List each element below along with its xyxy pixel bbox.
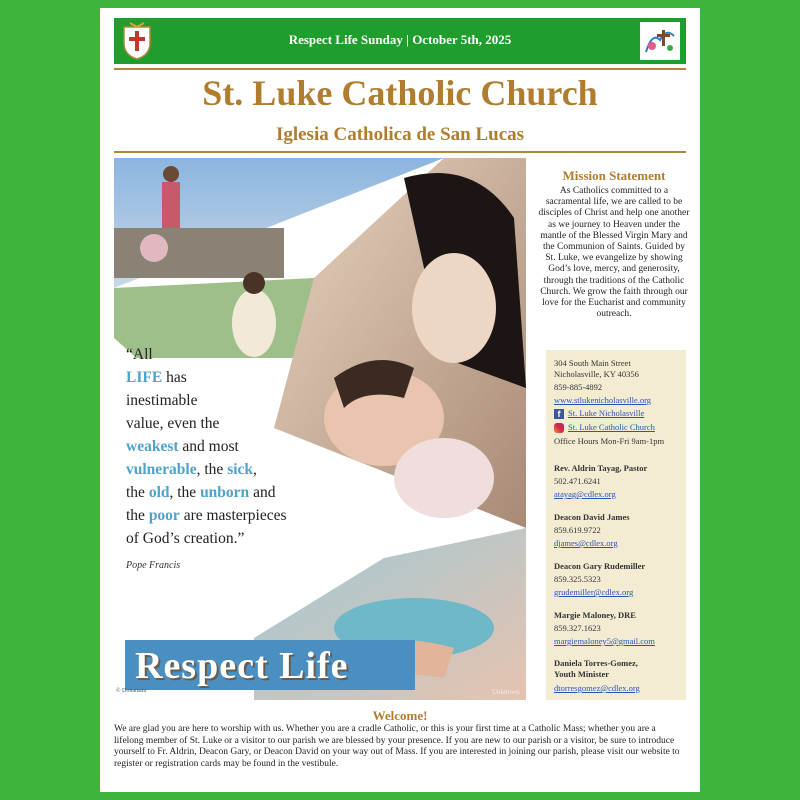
quote-text: , the [196, 461, 228, 478]
church-name-spanish: Iglesia Catholica de San Lucas [275, 124, 525, 145]
quote-highlight-word: old [148, 484, 170, 501]
quote-highlight-word: vulnerable [126, 461, 197, 478]
quote-text: of God’s creation.” [126, 530, 245, 547]
quote-text: “All [126, 346, 153, 363]
quote-highlight-word: weakest [126, 438, 179, 455]
respect-life-title: Respect Life [135, 645, 349, 687]
quote-line [126, 412, 326, 435]
quote-line [126, 435, 326, 458]
quote-line [126, 389, 326, 412]
staff-email[interactable]: djames@cdlex.org [554, 538, 618, 548]
welcome-text: We are glad you are here to worship with us. Whether you are a cradle Catholic, or this is your first time at a Catholic Mass; whether you are a lifelong member of St. Luke or a visitor to our parish we are blessed by your presence. If you are new to our parish or a visitor, be sure to introduce yourself to Fr. Aldrin, Deacon Gary, or Deacon David on your way out of Mass. If you are interested in joining our parish, please visit our website to register or registration cards may be found in the vestibule. [114, 724, 680, 769]
quote-text: and most [178, 438, 239, 455]
quote-attribution: Pope Francis [126, 560, 181, 571]
address-line1: 304 South Main Street [554, 358, 631, 368]
quote-line [126, 366, 326, 389]
quote-line [126, 527, 326, 550]
respect-life-banner [125, 640, 415, 690]
bulletin-page [100, 8, 700, 792]
quote-text: , [253, 461, 257, 478]
header-rule-top [114, 68, 686, 70]
quote-text: inestimable [126, 392, 198, 409]
office-hours: Office Hours Mon-Fri 9am-1pm [554, 436, 665, 446]
quote-text: the [126, 484, 149, 501]
staff-phone: 859.619.9722 [554, 525, 601, 535]
staff-name: Deacon David James [554, 512, 630, 522]
quote-text: , the [169, 484, 201, 501]
quote-highlight-word: LIFE [126, 369, 163, 386]
address-line2: Nicholasville, KY 40356 [554, 369, 639, 379]
youth-minister-name: Daniela Torres-Gomez, [554, 658, 638, 668]
top-banner [114, 18, 686, 64]
staff-email[interactable]: grudemiller@cdlex.org [554, 587, 634, 597]
staff-phone: 859.327.1623 [554, 623, 601, 633]
facebook-icon: f [554, 409, 564, 419]
mission-title: Mission Statement [562, 168, 666, 183]
staff-name: Rev. Aldrin Tayag, Pastor [554, 463, 648, 473]
quote-text: has [162, 369, 187, 386]
church-name: St. Luke Catholic Church [202, 73, 598, 113]
contact-panel [546, 350, 686, 700]
header-rule-bottom [114, 151, 686, 153]
banner-title: Respect Life Sunday | October 5th, 2025 [288, 32, 512, 47]
photo-credit-left: © Donatsam [116, 688, 147, 694]
quote-text: are masterpieces [179, 507, 287, 524]
youth-minister-title: Youth Minister [554, 669, 610, 679]
instagram-link[interactable]: St. Luke Catholic Church [568, 422, 655, 432]
website-link[interactable]: www.stlukenicholasville.org [554, 395, 652, 405]
instagram-row[interactable] [554, 422, 655, 433]
instagram-icon [554, 423, 564, 433]
quote-highlight-word: sick [227, 461, 254, 478]
parish-phone: 859-885-4892 [554, 382, 603, 392]
quote-line [126, 481, 326, 504]
quote-text: and [249, 484, 276, 501]
staff-name: Margie Maloney, DRE [554, 610, 636, 620]
staff-phone: 859.325.5323 [554, 574, 601, 584]
welcome-title: Welcome! [372, 708, 428, 723]
staff-name: Deacon Gary Rudemiller [554, 561, 646, 571]
staff-email[interactable]: atayag@cdlex.org [554, 489, 616, 499]
quote-text: the [126, 507, 149, 524]
pope-quote [126, 343, 326, 550]
quote-highlight-word: unborn [200, 484, 250, 501]
facebook-row[interactable] [554, 408, 644, 419]
photo-credit-right: Unknown [492, 688, 520, 696]
facebook-link[interactable]: St. Luke Nicholasville [568, 408, 645, 418]
staff-phone: 502.471.6241 [554, 476, 601, 486]
quote-highlight-word: poor [148, 507, 180, 524]
youth-minister-email[interactable]: dtorresgomez@cdlex.org [554, 683, 640, 693]
quote-line [126, 504, 326, 527]
staff-email[interactable]: margiemaloney5@gmail.com [554, 636, 655, 646]
quote-text: value, even the [126, 415, 220, 432]
mission-text: As Catholics committed to a sacramental life, we are called to be disciples of Christ and help one another as we journey to Heaven under the mantle of the Blessed Virgin Mary and the Communion of Saints. Guided by St. Luke, we evangelize by showing God’s love, mercy, and generosity, through the traditions of the Catholic Church. We grow the faith through our love for the Eucharist and community outreach. [538, 186, 690, 320]
respect-life-logo-icon [640, 22, 680, 60]
quote-line [126, 343, 326, 366]
quote-line [126, 458, 326, 481]
